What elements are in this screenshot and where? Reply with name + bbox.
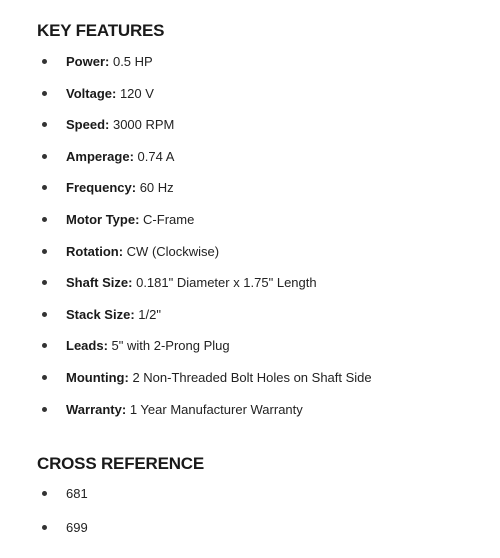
feature-value: 60 Hz bbox=[139, 180, 174, 196]
feature-value: 0.74 A bbox=[137, 148, 175, 164]
feature-value: C-Frame bbox=[143, 211, 195, 227]
list-item bbox=[0, 85, 500, 117]
bullet-icon bbox=[42, 280, 47, 285]
feature-label: Voltage: bbox=[66, 85, 117, 101]
list-item bbox=[0, 211, 500, 243]
list-item bbox=[0, 401, 500, 433]
list-item bbox=[0, 485, 500, 519]
feature-value: 2 Non-Threaded Bolt Holes on Shaft Side bbox=[132, 369, 372, 385]
cross-reference-value: 699 bbox=[66, 520, 88, 535]
feature-label: Warranty: bbox=[66, 401, 127, 417]
list-item bbox=[0, 274, 500, 306]
feature-value: 3000 RPM bbox=[112, 117, 175, 133]
feature-label: Motor Type: bbox=[66, 211, 140, 227]
cross-reference-value: 681 bbox=[66, 486, 88, 501]
feature-value: 0.5 HP bbox=[112, 54, 153, 69]
feature-label: Amperage: bbox=[66, 148, 134, 164]
list-item bbox=[0, 243, 500, 275]
bullet-icon bbox=[42, 491, 47, 496]
feature-label: Mounting: bbox=[66, 369, 129, 385]
feature-value: 1/2" bbox=[138, 306, 161, 322]
list-item bbox=[0, 337, 500, 369]
bullet-icon bbox=[42, 122, 47, 127]
list-item bbox=[0, 53, 500, 85]
list-item bbox=[0, 179, 500, 211]
bullet-icon bbox=[42, 375, 47, 380]
key-features-list bbox=[0, 53, 500, 432]
list-item bbox=[0, 519, 500, 553]
bullet-icon bbox=[42, 343, 47, 348]
bullet-icon bbox=[42, 525, 47, 530]
cross-reference-list bbox=[0, 485, 500, 553]
feature-label: Leads: bbox=[66, 338, 108, 354]
feature-value: 120 V bbox=[119, 85, 154, 101]
key-features-heading: KEY FEATURES bbox=[37, 21, 165, 40]
feature-label: Rotation: bbox=[66, 243, 124, 259]
feature-value: 5" with 2-Prong Plug bbox=[111, 338, 230, 354]
bullet-icon bbox=[42, 185, 47, 190]
list-item bbox=[0, 306, 500, 338]
feature-label: Frequency: bbox=[66, 180, 137, 196]
feature-value: CW (Clockwise) bbox=[126, 243, 220, 259]
feature-label: Power: bbox=[66, 54, 110, 69]
bullet-icon bbox=[42, 217, 47, 222]
bullet-icon bbox=[42, 154, 47, 159]
cross-reference-heading: CROSS REFERENCE bbox=[37, 454, 205, 473]
feature-label: Shaft Size: bbox=[66, 275, 133, 291]
list-item bbox=[0, 148, 500, 180]
feature-label: Stack Size: bbox=[66, 306, 135, 322]
feature-value: 0.181" Diameter x 1.75" Length bbox=[136, 275, 317, 291]
bullet-icon bbox=[42, 312, 47, 317]
feature-value: 1 Year Manufacturer Warranty bbox=[129, 401, 303, 417]
feature-label: Speed: bbox=[66, 117, 110, 133]
list-item bbox=[0, 116, 500, 148]
bullet-icon bbox=[42, 91, 47, 96]
bullet-icon bbox=[42, 249, 47, 254]
list-item bbox=[0, 369, 500, 401]
bullet-icon bbox=[42, 407, 47, 412]
bullet-icon bbox=[42, 59, 47, 64]
